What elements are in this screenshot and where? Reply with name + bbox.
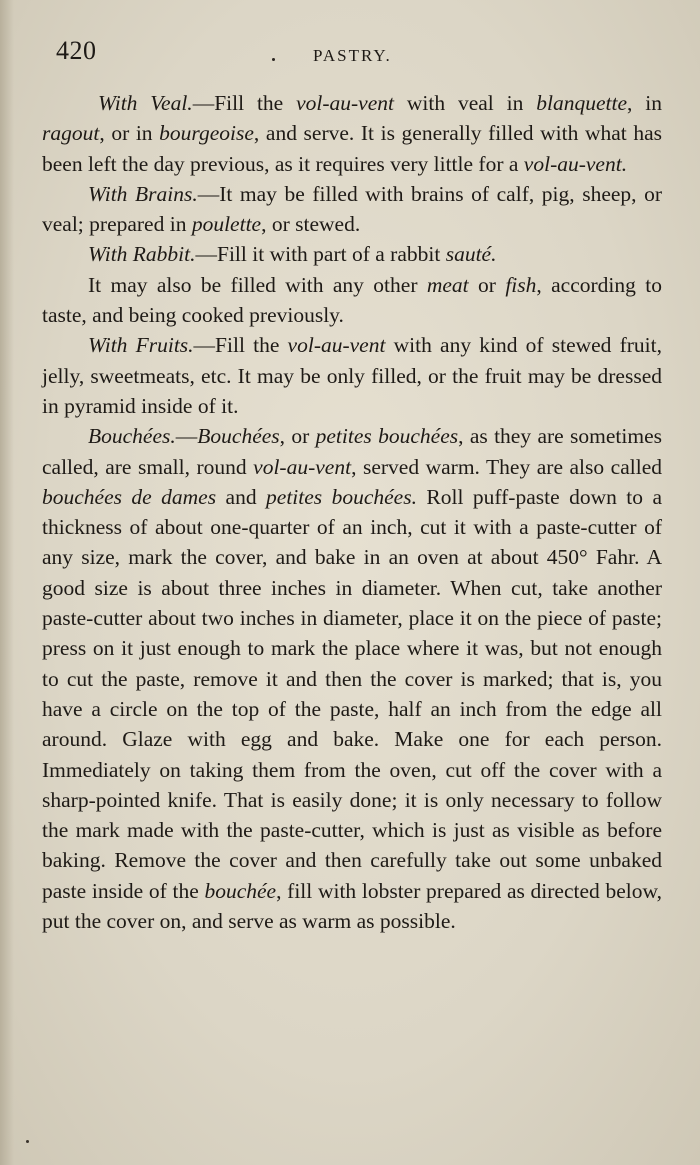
italic-text: meat bbox=[426, 272, 469, 297]
ornament-dot bbox=[272, 58, 275, 61]
text-run: , and serve. It is generally filled with what has been left the day previous, as it requires very little for a bbox=[42, 121, 662, 176]
italic-text: With Fruits. bbox=[88, 333, 194, 358]
paragraph-other-meat bbox=[42, 270, 662, 331]
text-run: , served warm. They are also called bbox=[351, 454, 662, 479]
text-run: , or in bbox=[99, 121, 160, 146]
italic-text: With Brains. bbox=[88, 181, 198, 206]
italic-text: Bouchées bbox=[197, 424, 280, 449]
text-run: and bbox=[216, 484, 267, 509]
text-run: —Fill the bbox=[193, 333, 288, 358]
page-gutter-shadow bbox=[0, 0, 14, 1165]
text-run: with veal in bbox=[393, 91, 537, 115]
paragraph-with-fruits bbox=[42, 330, 662, 421]
paragraph-with-brains bbox=[42, 179, 662, 240]
italic-text: bouchées de dames bbox=[42, 484, 217, 509]
italic-text: vol-au-vent. bbox=[523, 151, 628, 176]
italic-text: vol-au-vent bbox=[296, 91, 394, 115]
running-head: PASTRY. bbox=[313, 46, 392, 65]
italic-text: petites bouchées. bbox=[266, 484, 417, 509]
text-run: —Fill it with part of a rabbit bbox=[195, 242, 446, 267]
text-run: , or stewed. bbox=[261, 212, 361, 237]
italic-text: With Veal. bbox=[98, 91, 193, 115]
text-run: , according to taste, and being cooked previously. bbox=[42, 272, 662, 328]
italic-text: sauté. bbox=[445, 242, 497, 267]
text-run: It may also be filled with any other bbox=[88, 272, 427, 297]
italic-text: poulette bbox=[191, 212, 262, 237]
italic-text: ragout bbox=[42, 121, 100, 146]
paragraph-with-rabbit bbox=[42, 239, 662, 269]
text-run: with any kind of stewed fruit, jelly, sweetmeats, etc. It may be only filled, or the fruit may be dressed in pyramid inside of it. bbox=[42, 333, 662, 418]
paragraph-with-veal bbox=[42, 88, 662, 179]
text-run: Roll puff-paste down to a thickness of about one-quarter of an inch, cut it with a paste-cutter of any size, mark the cover, and bake in an oven at about 450° Fahr. A good size is about three inches in diameter. When cut, take another paste-cutter about two inches in diameter, place it on the piece of paste; press on it just enough to mark the place where it was, but not enough to cut the paste, remove it and then the cover is marked; that is, you have a circle on the top of the paste, half an inch from the edge all around. Glaze with egg and bake. Make one for each person. Immediately on taking them from the oven, cut off the cover with a sharp-pointed knife. That is easily done; it is only necessary to follow the mark made with the paste-cutter, which is just as visible as before baking. Remove the cover and then carefully take out some unbaked paste inside of the bbox=[42, 484, 662, 903]
text-run: , as they are sometimes called, are small, round bbox=[42, 424, 662, 479]
italic-text: vol-au-vent bbox=[253, 454, 352, 479]
italic-text: petites bouchées bbox=[315, 424, 459, 449]
italic-text: vol-au-vent bbox=[287, 333, 386, 358]
italic-text: bouchée bbox=[204, 878, 277, 903]
text-run: or bbox=[468, 272, 506, 297]
text-run: —It may be filled with brains of calf, pig, sheep, or veal; prepared in bbox=[42, 181, 662, 237]
page-number: 420 bbox=[56, 36, 97, 65]
text-run: — bbox=[175, 424, 198, 449]
text-run: , fill with lobster prepared as directed below, put the cover on, and serve as warm as possible. bbox=[42, 878, 662, 934]
italic-text: bourgeoise bbox=[159, 121, 254, 146]
text-run: , in bbox=[627, 91, 662, 115]
text-run: —Fill the bbox=[192, 91, 297, 115]
italic-text: With Rabbit. bbox=[88, 242, 196, 267]
text-run: , or bbox=[279, 424, 316, 449]
italic-text: blanquette bbox=[536, 91, 627, 115]
italic-text: fish bbox=[505, 272, 537, 297]
paper-speck bbox=[26, 1140, 29, 1143]
body-text bbox=[42, 88, 662, 936]
italic-text: Bouchées. bbox=[88, 424, 176, 449]
paragraph-bouchees bbox=[42, 421, 662, 936]
